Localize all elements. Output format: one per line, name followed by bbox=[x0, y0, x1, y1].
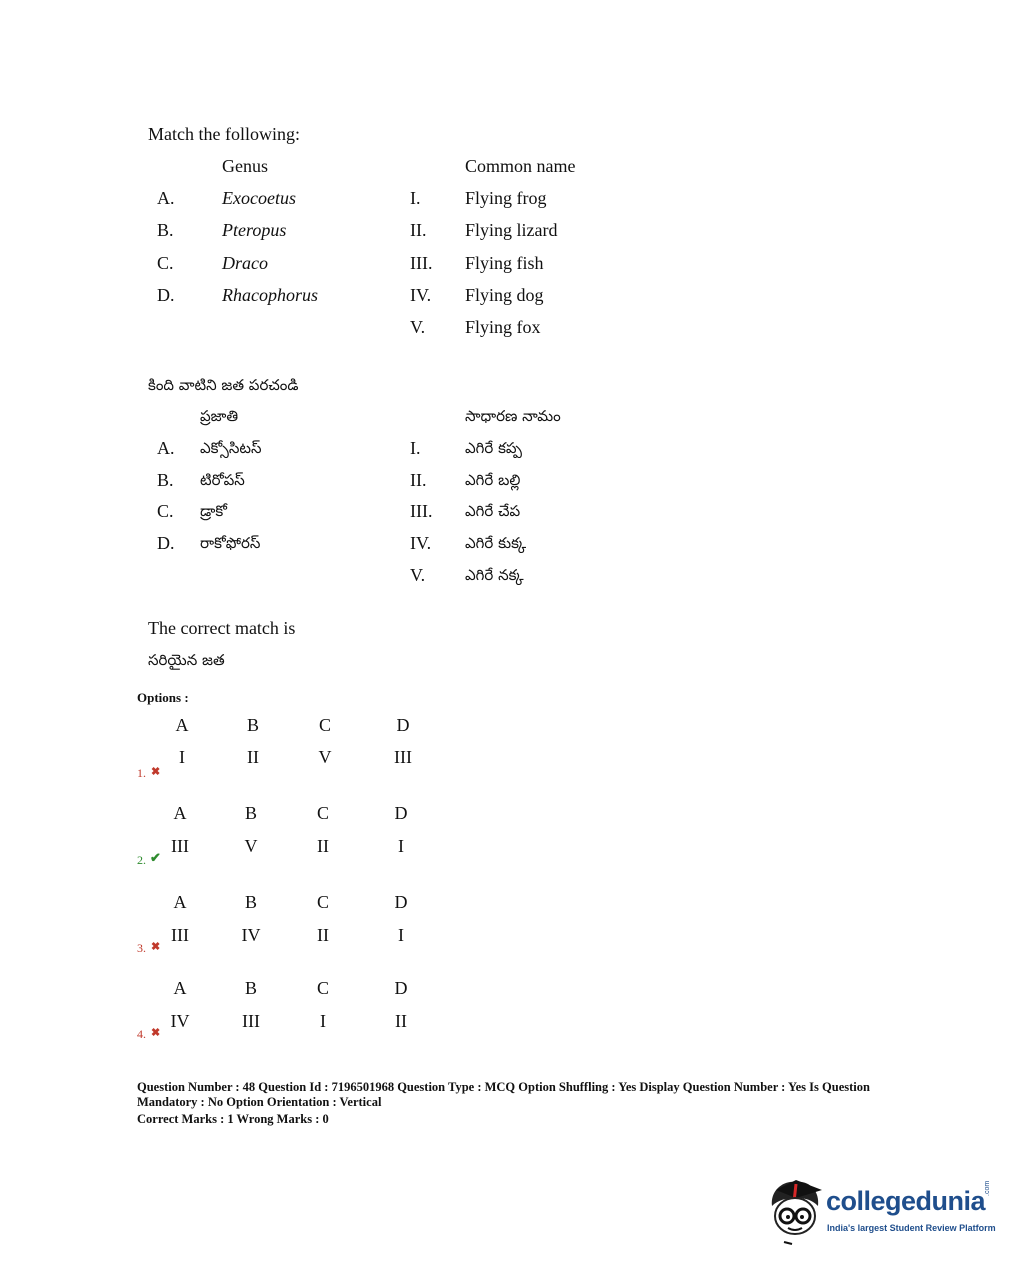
question-heading-en: Match the following: bbox=[148, 124, 300, 144]
option-header-a: A bbox=[175, 715, 189, 735]
option-value-c: V bbox=[318, 747, 332, 767]
genus-name-te: ఎక్సోసిటస్ bbox=[200, 439, 262, 457]
option-header-b: B bbox=[244, 978, 257, 998]
common-name-te: ఎగిరే కప్ప bbox=[465, 439, 522, 457]
common-roman: I. bbox=[410, 188, 421, 208]
question-meta-line-3: Correct Marks : 1 Wrong Marks : 0 bbox=[137, 1112, 329, 1126]
question-meta-line-1: Question Number : 48 Question Id : 7196501968 Question Type : MCQ Option Shuffling : Yes Display Question Number : Yes Is Question bbox=[137, 1080, 870, 1094]
option-number: 4. bbox=[137, 1027, 146, 1041]
option-number: 3. bbox=[137, 941, 146, 955]
genus-letter: C. bbox=[157, 253, 174, 273]
option-value-a: III bbox=[171, 925, 189, 945]
options-label: Options : bbox=[137, 690, 189, 705]
option-value-d: I bbox=[398, 836, 404, 856]
correct-match-prompt-te: సరియైన జత bbox=[148, 651, 225, 669]
genus-name: Pteropus bbox=[222, 220, 287, 240]
option-value-c: II bbox=[317, 836, 329, 856]
question-meta-line-2: Mandatory : No Option Orientation : Vertical bbox=[137, 1095, 382, 1109]
common-roman-te: III. bbox=[410, 501, 433, 521]
option-header-d: D bbox=[396, 715, 410, 735]
logo-domain-suffix: .com bbox=[984, 1180, 991, 1196]
option-header-d: D bbox=[394, 978, 408, 998]
student-mascot-icon bbox=[766, 1176, 826, 1246]
option-header-c: C bbox=[316, 978, 329, 998]
common-name: Flying fox bbox=[465, 317, 541, 337]
correct-check-icon: ✔ bbox=[150, 850, 161, 865]
option-value-a: IV bbox=[170, 1011, 190, 1031]
option-value-c: II bbox=[317, 925, 329, 945]
genus-name: Exocoetus bbox=[222, 188, 296, 208]
option-header-d: D bbox=[394, 892, 408, 912]
option-header-a: A bbox=[173, 978, 187, 998]
option-header-c: C bbox=[316, 892, 329, 912]
common-name: Flying frog bbox=[465, 188, 547, 208]
correct-match-prompt-en: The correct match is bbox=[148, 618, 296, 638]
genus-name: Rhacophorus bbox=[222, 285, 318, 305]
option-value-b: III bbox=[242, 1011, 260, 1031]
common-roman: II. bbox=[410, 220, 427, 240]
option-header-a: A bbox=[173, 803, 187, 823]
wrong-mark-icon: ✖ bbox=[151, 766, 161, 778]
common-name-te: ఎగిరే నక్క bbox=[465, 566, 524, 584]
option-value-c: I bbox=[320, 1011, 326, 1031]
collegedunia-logo bbox=[766, 1176, 996, 1246]
common-roman-te: V. bbox=[410, 565, 426, 585]
genus-letter: B. bbox=[157, 220, 174, 240]
genus-letter-te: D. bbox=[157, 533, 175, 553]
option-header-b: B bbox=[244, 803, 257, 823]
option-value-d: III bbox=[394, 747, 412, 767]
option-header-d: D bbox=[394, 803, 408, 823]
common-roman: III. bbox=[410, 253, 433, 273]
option-header-a: A bbox=[173, 892, 187, 912]
option-value-b: II bbox=[247, 747, 259, 767]
genus-column-header: Genus bbox=[222, 156, 268, 176]
option-value-b: V bbox=[244, 836, 258, 856]
option-header-b: B bbox=[246, 715, 259, 735]
logo-tagline: India's largest Student Review Platform bbox=[827, 1223, 996, 1233]
question-heading-te: కింది వాటిని జత పరచండి bbox=[148, 376, 299, 394]
genus-name-te: రాకోఫోరస్ bbox=[200, 534, 261, 552]
option-header-c: C bbox=[318, 715, 331, 735]
wrong-mark-icon: ✖ bbox=[151, 941, 161, 953]
genus-letter-te: A. bbox=[157, 438, 175, 458]
genus-letter-te: B. bbox=[157, 470, 174, 490]
genus-letter: D. bbox=[157, 285, 175, 305]
option-value-a: I bbox=[179, 747, 185, 767]
common-name-column-header-te: సాధారణ నామం bbox=[465, 407, 561, 425]
common-roman-te: II. bbox=[410, 470, 427, 490]
common-name: Flying fish bbox=[465, 253, 544, 273]
genus-name: Draco bbox=[222, 253, 268, 273]
option-header-c: C bbox=[316, 803, 329, 823]
genus-name-te: డ్రాకో bbox=[200, 502, 227, 520]
common-name-te: ఎగిరే కుక్క bbox=[465, 534, 527, 552]
common-name-column-header: Common name bbox=[465, 156, 576, 176]
common-name-te: ఎగిరే బల్లి bbox=[465, 471, 521, 489]
wrong-mark-icon: ✖ bbox=[151, 1027, 161, 1039]
common-roman: IV. bbox=[410, 285, 432, 305]
common-name: Flying dog bbox=[465, 285, 544, 305]
option-value-b: IV bbox=[241, 925, 261, 945]
option-value-d: I bbox=[398, 925, 404, 945]
option-header-b: B bbox=[244, 892, 257, 912]
genus-name-te: టిరోపస్ bbox=[200, 471, 245, 489]
option-number: 1. bbox=[137, 766, 146, 780]
logo-wordmark: collegedunia bbox=[826, 1186, 986, 1216]
option-value-a: III bbox=[171, 836, 189, 856]
common-roman-te: I. bbox=[410, 438, 421, 458]
genus-letter: A. bbox=[157, 188, 175, 208]
genus-column-header-te: ప్రజాతి bbox=[200, 407, 239, 425]
option-value-d: II bbox=[395, 1011, 407, 1031]
option-number: 2. bbox=[137, 853, 146, 867]
common-roman-te: IV. bbox=[410, 533, 432, 553]
common-name-te: ఎగిరే చేప bbox=[465, 502, 521, 520]
common-name: Flying lizard bbox=[465, 220, 558, 240]
common-roman: V. bbox=[410, 317, 426, 337]
genus-letter-te: C. bbox=[157, 501, 174, 521]
